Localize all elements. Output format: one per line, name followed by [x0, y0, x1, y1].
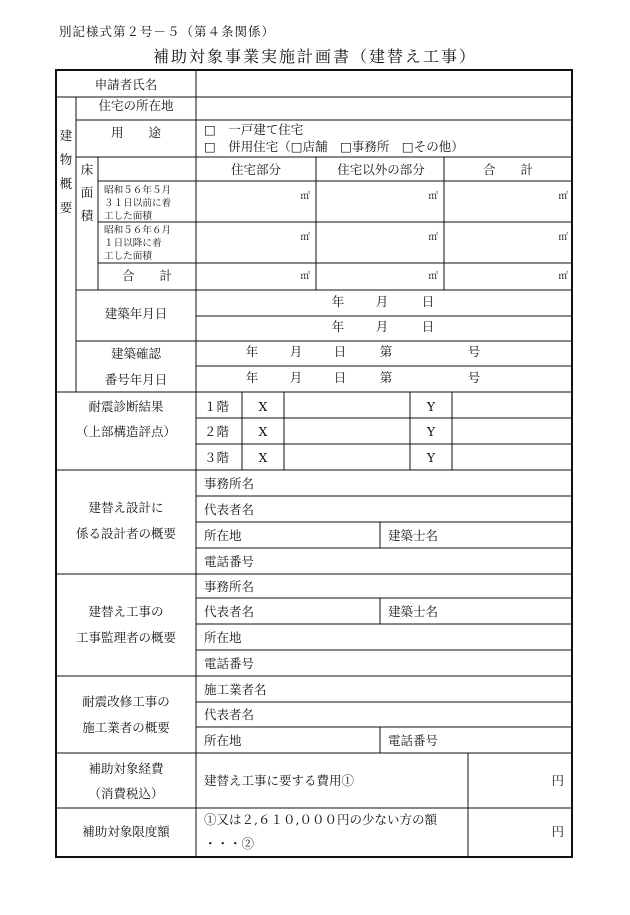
confirmation-label-1: 建築確認: [110, 346, 162, 361]
floor-side-1: 床: [80, 162, 94, 177]
document-title: 補助対象事業実施計画書（建替え工事）: [152, 47, 477, 66]
address-label: 住宅の所在地: [98, 98, 174, 113]
building-side-label-4: 要: [59, 200, 73, 215]
floor-3-y: Y: [426, 450, 436, 465]
floor-2-x: X: [258, 424, 268, 439]
floor-side-3: 積: [80, 208, 94, 223]
floor-3-x: X: [258, 450, 268, 465]
after-label-2: １日以降に着: [104, 238, 162, 249]
building-side-label-2: 物: [59, 152, 73, 167]
unit-after-total: ㎡: [558, 232, 568, 243]
unit-total-res: ㎡: [300, 271, 310, 282]
conf2-go: 号: [467, 370, 481, 385]
designer-office: 事務所名: [204, 476, 255, 491]
floor-2: ２階: [204, 424, 230, 439]
cost-label-1: 補助対象経費: [88, 761, 164, 776]
limit-label: 補助対象限度額: [82, 824, 170, 839]
contractor-label-1: 耐震改修工事の: [82, 694, 170, 709]
date2-day: 日: [421, 319, 435, 334]
floor-side-2: 面: [80, 185, 94, 200]
unit-total-total: ㎡: [558, 271, 568, 282]
designer-rep: 代表者名: [204, 502, 255, 517]
col-non-residential: 住宅以外の部分: [337, 162, 425, 177]
contractor-label-2: 施工業者の概要: [82, 720, 170, 735]
date2-month: 月: [375, 319, 389, 334]
before-label-3: 工した面積: [104, 211, 152, 222]
unit-after-nonres: ㎡: [428, 232, 438, 243]
contractor-address: 所在地: [204, 733, 242, 748]
cost-unit: 円: [551, 773, 564, 788]
floor-1: １階: [204, 399, 230, 414]
floor-1-x: X: [258, 399, 268, 414]
date2-year: 年: [331, 319, 345, 334]
limit-unit: 円: [551, 824, 564, 839]
after-label-1: 昭和５６年６月: [104, 225, 172, 236]
before-label-1: 昭和５６年５月: [104, 185, 172, 196]
limit-text-1: ①又は２,６１０,０００円の少ない方の額: [204, 812, 437, 827]
supervisor-label-1: 建替え工事の: [88, 604, 164, 619]
unit-after-res: ㎡: [300, 232, 310, 243]
limit-text-2: ・・・②: [204, 836, 255, 851]
conf2-no: 第: [379, 370, 393, 385]
designer-label-1: 建替え設計に: [88, 500, 164, 515]
col-total: 合 計: [482, 162, 534, 177]
conf1-day: 日: [333, 344, 347, 359]
unit-total-nonres: ㎡: [428, 271, 438, 282]
conf1-month: 月: [289, 344, 303, 359]
date1-month: 月: [375, 294, 389, 309]
contractor-phone: 電話番号: [388, 733, 439, 748]
confirmation-label-2: 番号年月日: [104, 372, 168, 387]
construction-date-label: 建築年月日: [104, 306, 168, 321]
after-label-3: 工した面積: [104, 251, 152, 262]
contractor-company: 施工業者名: [204, 682, 267, 697]
designer-architect: 建築士名: [388, 528, 439, 543]
conf2-month: 月: [289, 370, 303, 385]
cost-label-2: （消費税込）: [88, 786, 164, 801]
floor-1-y: Y: [426, 399, 436, 414]
before-label-2: ３１日以前に着: [104, 198, 172, 209]
conf1-year: 年: [245, 344, 259, 359]
supervisor-office: 事務所名: [204, 579, 255, 594]
use-option-mixed: □ 併用住宅（□店舗 □事務所 □その他）: [204, 139, 464, 154]
use-label: 用 途: [110, 125, 162, 140]
floor-2-y: Y: [426, 424, 436, 439]
cost-text: 建替え工事に要する費用①: [204, 773, 355, 788]
unit-before-nonres: ㎡: [428, 191, 438, 202]
supervisor-label-2: 工事監理者の概要: [75, 630, 177, 645]
conf1-go: 号: [467, 344, 481, 359]
contractor-rep: 代表者名: [204, 707, 255, 722]
designer-label-2: 係る設計者の概要: [75, 526, 177, 541]
unit-before-total: ㎡: [558, 191, 568, 202]
col-residential: 住宅部分: [230, 162, 282, 177]
conf2-day: 日: [333, 370, 347, 385]
conf2-year: 年: [245, 370, 259, 385]
applicant-label: 申請者氏名: [94, 77, 158, 92]
date1-year: 年: [331, 294, 345, 309]
form-number-note: 別記様式第２号－５（第４条関係）: [59, 24, 276, 39]
seismic-label-1: 耐震診断結果: [88, 399, 164, 414]
designer-phone: 電話番号: [204, 554, 255, 569]
floor-total-label: 合 計: [121, 268, 173, 283]
supervisor-architect: 建築士名: [388, 604, 439, 619]
floor-3: ３階: [204, 450, 230, 465]
date1-day: 日: [421, 294, 435, 309]
seismic-label-2: （上部構造評点）: [75, 424, 177, 439]
use-option-detached: □ 一戸建て住宅: [204, 122, 304, 137]
building-side-label-1: 建: [59, 128, 73, 143]
conf1-no: 第: [379, 344, 393, 359]
designer-address: 所在地: [204, 528, 242, 543]
supervisor-rep: 代表者名: [204, 604, 255, 619]
supervisor-address: 所在地: [204, 630, 242, 645]
unit-before-res: ㎡: [300, 191, 310, 202]
building-side-label-3: 概: [59, 176, 73, 191]
supervisor-phone: 電話番号: [204, 656, 255, 671]
